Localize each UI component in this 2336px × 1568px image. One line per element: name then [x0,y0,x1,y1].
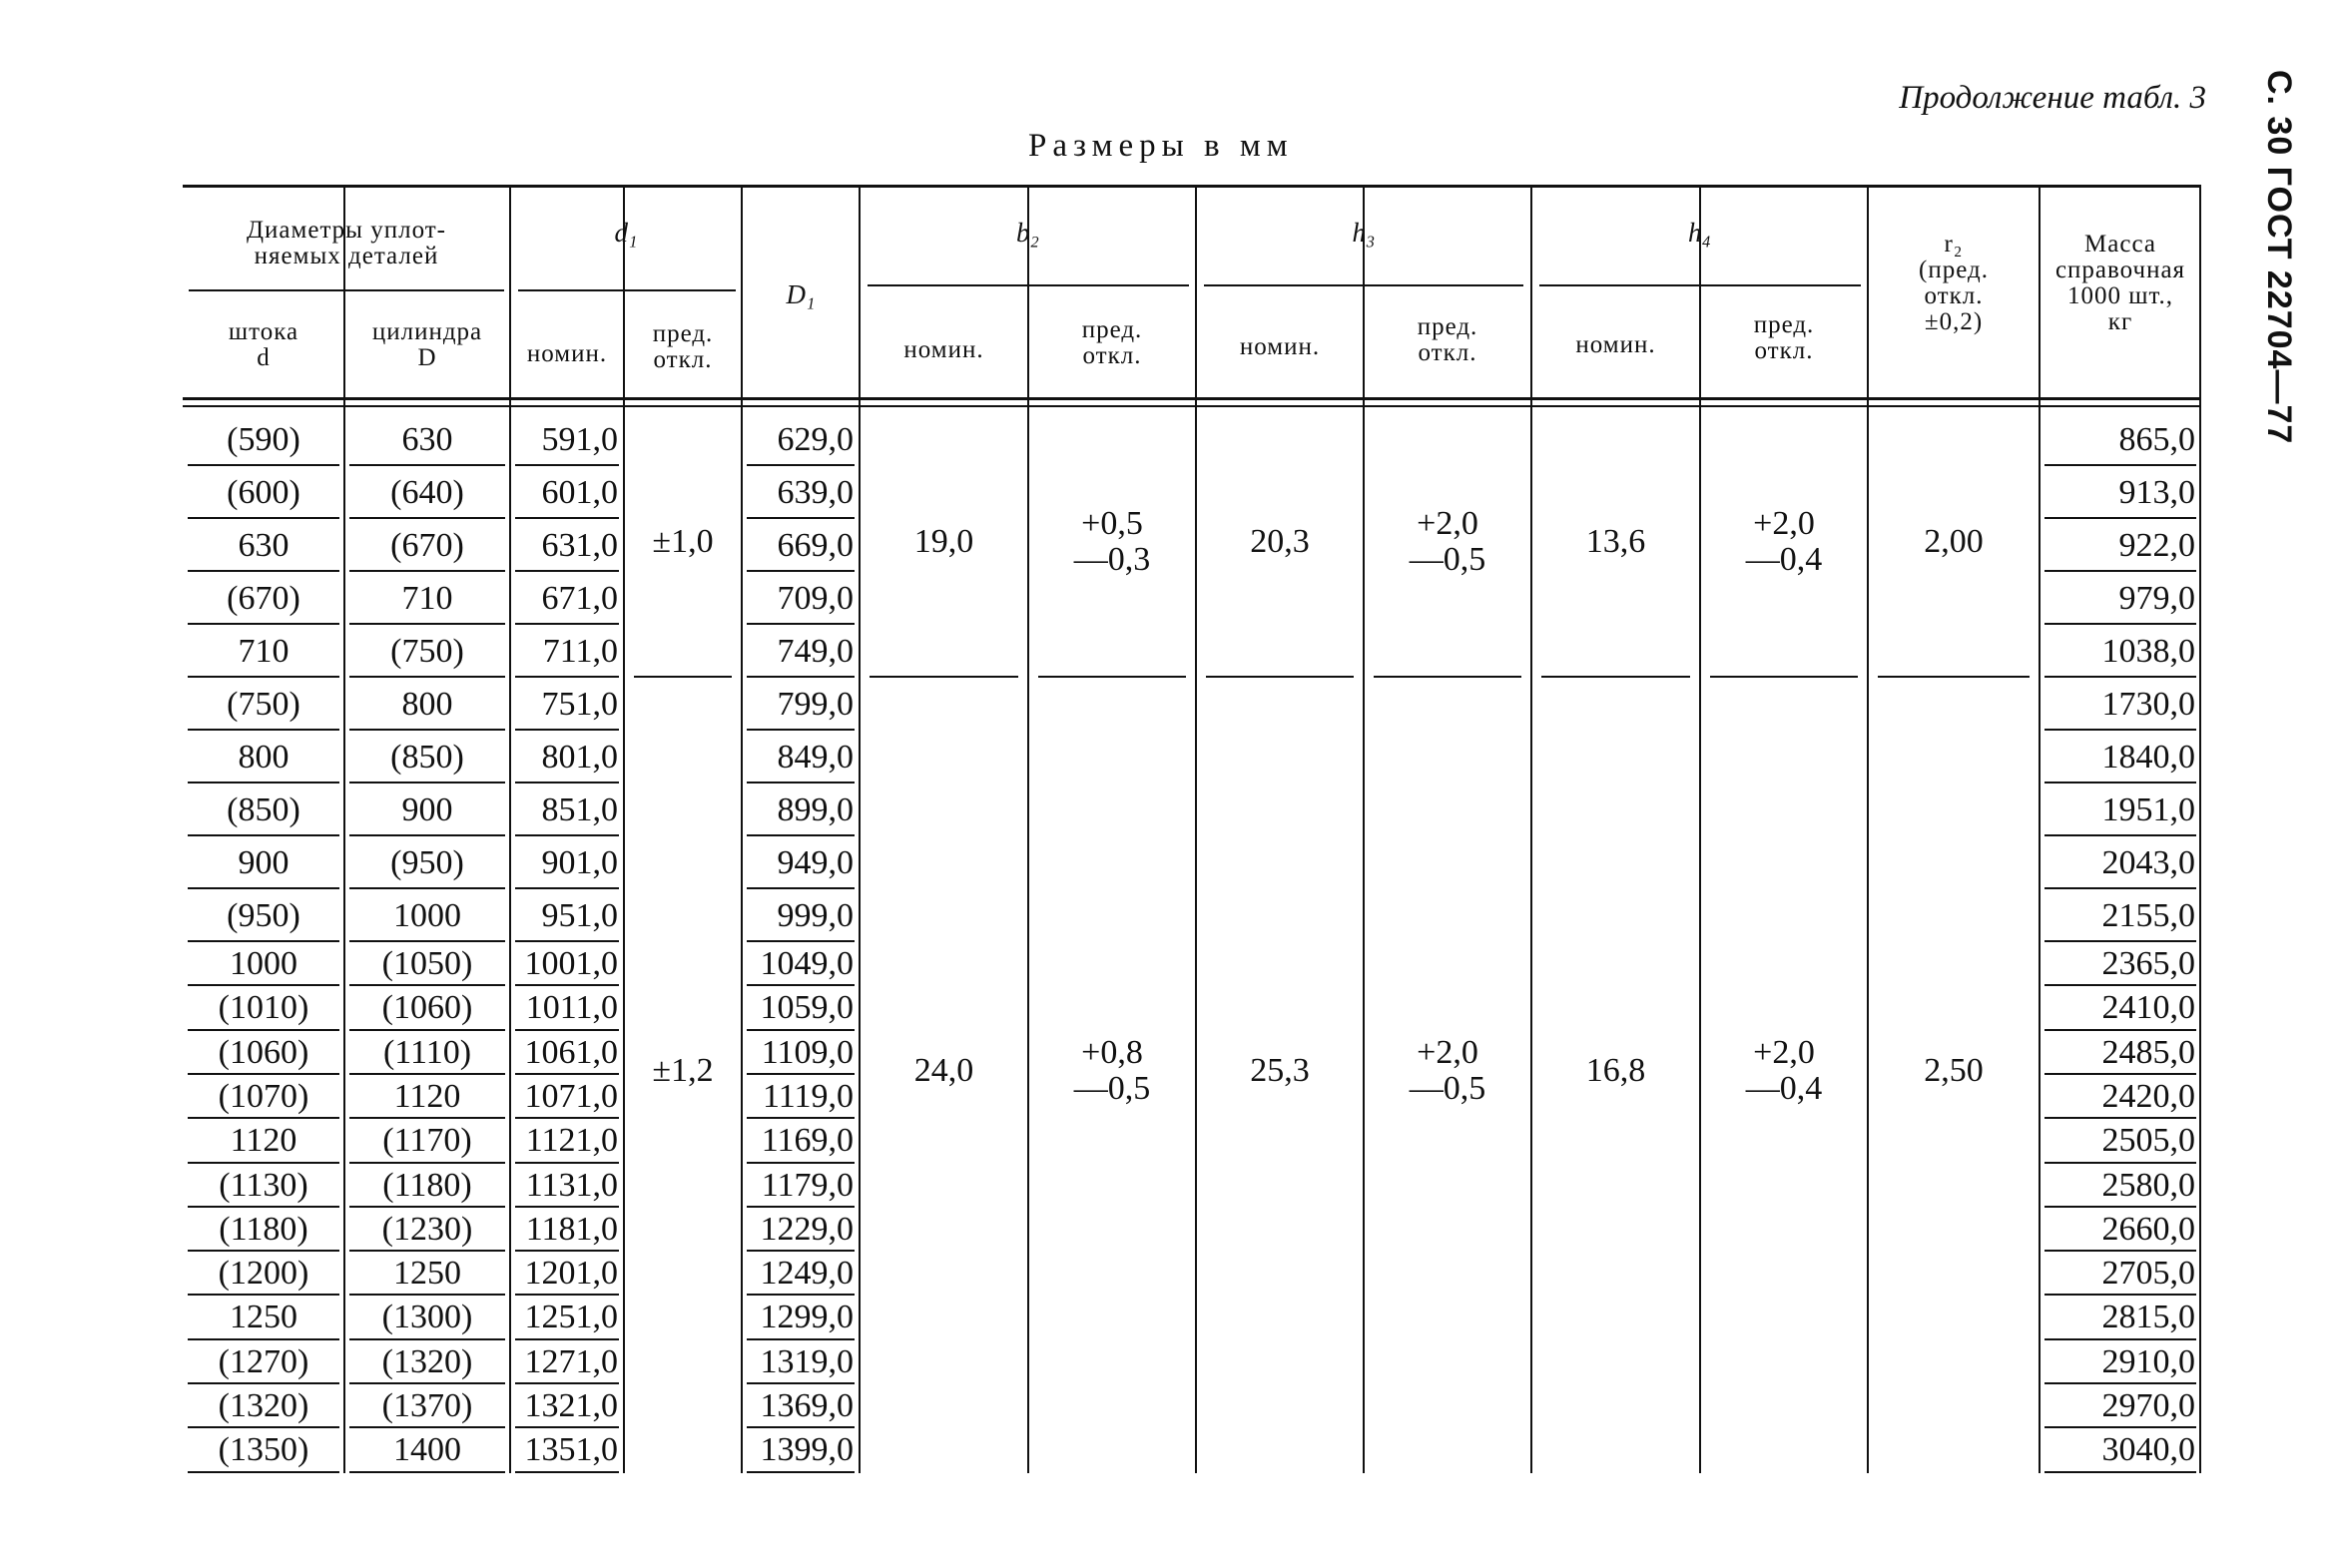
cell-cyl-D: (1060) [381,989,473,1027]
merged-h4-nom: 16,8 [1585,1052,1646,1090]
header-subrule [518,289,736,291]
cell-underline [188,1471,339,1473]
header-h4-nomin: номин. [1575,331,1656,358]
header-diameters-group: Диаметры уплот- няемых деталей [247,217,446,269]
cell-D1: 899,0 [777,791,854,828]
cell-mass: 979,0 [2118,580,2195,617]
cell-d1-nom: 1181,0 [525,1210,618,1248]
cell-D1: 799,0 [777,686,854,723]
cell-cyl-D: (1110) [382,1033,472,1071]
cell-cyl-D: 710 [401,580,453,617]
cell-rod-d: 630 [238,527,290,564]
cell-D1: 1399,0 [760,1431,854,1469]
header-d1-tol: пред. откл. [652,320,714,373]
merged-r2: 2,00 [1924,522,1984,560]
cell-d1-nom: 751,0 [541,686,618,723]
cell-mass: 2485,0 [2101,1033,2195,1071]
cell-D1: 1369,0 [760,1387,854,1424]
merged-d1-tol: ±1,2 [652,1052,714,1090]
cell-D1: 639,0 [777,474,854,511]
header-b2-tol: пред. откл. [1081,316,1143,369]
cell-mass: 2505,0 [2101,1122,2195,1160]
cell-cyl-D: (850) [390,739,464,776]
header-h3: h₃ [1352,218,1376,248]
cell-d1-nom: 601,0 [541,474,618,511]
merged-b2-tol: +0,8 —0,5 [1073,1034,1151,1108]
cell-rod-d: (1060) [218,1033,309,1071]
cell-cyl-D: 1250 [393,1255,461,1293]
merged-h3-tol: +2,0 —0,5 [1409,1034,1486,1108]
header-rod: штока d [228,318,299,371]
group-separator-h4-nom [1541,676,1690,678]
table-vline [1699,185,1701,1473]
cell-D1: 949,0 [777,844,854,881]
cell-D1: 1119,0 [763,1077,854,1115]
header-subrule [1204,284,1523,286]
cell-cyl-D: (1320) [381,1342,473,1380]
group-separator-h3-nom [1206,676,1354,678]
header-h4: h₄ [1688,218,1711,248]
table-vline [1363,185,1365,1473]
cell-mass: 2043,0 [2101,844,2195,881]
cell-d1-nom: 1321,0 [524,1387,618,1424]
cell-d1-nom: 631,0 [541,527,618,564]
cell-d1-nom: 951,0 [541,897,618,934]
cell-d1-nom: 1201,0 [524,1255,618,1293]
cell-mass: 1038,0 [2101,633,2195,670]
cell-cyl-D: (1300) [381,1299,473,1336]
table-vline [1027,185,1029,1473]
cell-cyl-D: 1000 [393,897,461,934]
cell-d1-nom: 1121,0 [525,1122,618,1160]
cell-cyl-D: 630 [401,421,453,458]
cell-rod-d: (600) [227,474,300,511]
cell-cyl-D: 800 [401,686,453,723]
cell-rod-d: (1350) [218,1431,309,1469]
cell-D1: 1249,0 [760,1255,854,1293]
cell-underline [747,1471,855,1473]
header-cylinder: цилиндра D [371,318,483,371]
cell-D1: 669,0 [777,527,854,564]
cell-rod-d: (950) [227,897,300,934]
group-separator-b2-nom [870,676,1018,678]
cell-cyl-D: 900 [401,791,453,828]
cell-mass: 1840,0 [2101,739,2195,776]
cell-cyl-D: (1370) [381,1387,473,1424]
cell-mass: 913,0 [2118,474,2195,511]
table-vline [1867,185,1869,1473]
header-b2-nomin: номин. [903,336,984,363]
table-top-rule [183,185,2201,188]
cell-D1: 849,0 [777,739,854,776]
cell-underline [2044,1471,2196,1473]
cell-rod-d: (1070) [218,1077,309,1115]
cell-cyl-D: (1170) [382,1122,472,1160]
cell-d1-nom: 851,0 [541,791,618,828]
cell-mass: 2815,0 [2101,1299,2195,1336]
cell-rod-d: (1130) [219,1166,308,1204]
cell-D1: 1109,0 [761,1033,854,1071]
cell-mass: 3040,0 [2101,1431,2195,1469]
cell-d1-nom: 1001,0 [524,945,618,982]
cell-rod-d: (670) [227,580,300,617]
cell-rod-d: (1200) [218,1255,309,1293]
cell-underline [349,1471,505,1473]
group-separator-b2-tol [1038,676,1186,678]
cell-mass: 2970,0 [2101,1387,2195,1424]
cell-rod-d: 800 [238,739,290,776]
merged-r2: 2,50 [1924,1052,1984,1090]
cell-d1-nom: 1011,0 [525,989,618,1027]
cell-cyl-D: 1400 [393,1431,461,1469]
merged-h3-nom: 25,3 [1250,1052,1310,1090]
header-bottom-rule-2 [183,405,2201,407]
continuation-caption: Продолжение табл. 3 [1899,80,2206,116]
cell-d1-nom: 1061,0 [524,1033,618,1071]
merged-h3-tol: +2,0 —0,5 [1409,504,1486,578]
cell-cyl-D: (750) [390,633,464,670]
cell-d1-nom: 711,0 [542,633,618,670]
cell-d1-nom: 671,0 [541,580,618,617]
table-vline [1195,185,1197,1473]
cell-D1: 1319,0 [760,1342,854,1380]
header-mass: Масса справочная 1000 шт., кг [2054,231,2186,335]
cell-d1-nom: 1351,0 [524,1431,618,1469]
cell-mass: 2910,0 [2101,1342,2195,1380]
header-d1: d₁ [614,218,638,248]
cell-mass: 1951,0 [2101,791,2195,828]
cell-mass: 2420,0 [2101,1077,2195,1115]
group-separator-d1-tol [634,676,732,678]
cell-mass: 2365,0 [2101,945,2195,982]
cell-mass: 2410,0 [2101,989,2195,1027]
header-h3-tol: пред. откл. [1417,313,1478,366]
cell-mass: 922,0 [2118,527,2195,564]
header-D1: D₁ [786,279,816,309]
cell-d1-nom: 1271,0 [524,1342,618,1380]
cell-mass: 865,0 [2118,421,2195,458]
cell-d1-nom: 1071,0 [524,1077,618,1115]
cell-rod-d: (1320) [218,1387,309,1424]
header-b2: b₂ [1016,218,1039,248]
cell-D1: 1299,0 [760,1299,854,1336]
cell-cyl-D: 1120 [393,1077,461,1115]
cell-cyl-D: (1180) [382,1166,472,1204]
merged-h3-nom: 20,3 [1250,522,1310,560]
cell-D1: 1049,0 [760,945,854,982]
merged-h4-nom: 13,6 [1585,522,1646,560]
cell-d1-nom: 1251,0 [524,1299,618,1336]
cell-D1: 1179,0 [761,1166,854,1204]
cell-cyl-D: (950) [390,844,464,881]
cell-cyl-D: (1230) [381,1210,473,1248]
merged-b2-nom: 19,0 [913,522,974,560]
cell-mass: 1730,0 [2101,686,2195,723]
dimensions-table [183,180,2201,1487]
cell-underline [515,1471,619,1473]
group-separator-r2 [1878,676,2030,678]
cell-D1: 999,0 [777,897,854,934]
cell-rod-d: (1180) [219,1210,308,1248]
cell-D1: 1169,0 [761,1122,854,1160]
cell-D1: 1229,0 [760,1210,854,1248]
cell-rod-d: (850) [227,791,300,828]
header-r2: r₂ (пред. откл. ±0,2) [1919,231,1989,335]
header-h4-tol: пред. откл. [1753,311,1815,364]
side-page-label: С. 30 ГОСТ 22704—77 [2260,70,2298,445]
cell-mass: 2155,0 [2101,897,2195,934]
cell-rod-d: 1120 [230,1122,297,1160]
cell-rod-d: (750) [227,686,300,723]
group-separator-h3-tol [1374,676,1521,678]
cell-D1: 1059,0 [760,989,854,1027]
cell-rod-d: 1250 [230,1299,297,1336]
table-vline [1530,185,1532,1473]
cell-rod-d: (590) [227,421,300,458]
cell-d1-nom: 1131,0 [525,1166,618,1204]
cell-mass: 2580,0 [2101,1166,2195,1204]
cell-cyl-D: (640) [390,474,464,511]
cell-mass: 2660,0 [2101,1210,2195,1248]
cell-rod-d: (1270) [218,1342,309,1380]
cell-d1-nom: 801,0 [541,739,618,776]
cell-rod-d: (1010) [218,989,309,1027]
merged-h4-tol: +2,0 —0,4 [1745,1034,1823,1108]
cell-mass: 2705,0 [2101,1255,2195,1293]
merged-b2-nom: 24,0 [913,1052,974,1090]
header-h3-nomin: номин. [1239,333,1321,360]
header-bottom-rule [183,397,2201,400]
cell-rod-d: 900 [238,844,290,881]
merged-d1-tol: ±1,0 [652,522,714,560]
cell-cyl-D: (670) [390,527,464,564]
header-subrule [1539,284,1861,286]
cell-d1-nom: 901,0 [541,844,618,881]
header-d1-nomin: номин. [526,340,608,367]
cell-D1: 629,0 [777,421,854,458]
merged-h4-tol: +2,0 —0,4 [1745,504,1823,578]
header-subrule [868,284,1189,286]
merged-b2-tol: +0,5 —0,3 [1073,504,1151,578]
cell-d1-nom: 591,0 [541,421,618,458]
cell-rod-d: 1000 [230,945,297,982]
header-subrule [189,289,504,291]
cell-D1: 709,0 [777,580,854,617]
cell-rod-d: 710 [238,633,290,670]
cell-D1: 749,0 [777,633,854,670]
group-separator-h4-tol [1710,676,1858,678]
units-caption: Размеры в мм [1028,128,1294,164]
cell-cyl-D: (1050) [381,945,473,982]
